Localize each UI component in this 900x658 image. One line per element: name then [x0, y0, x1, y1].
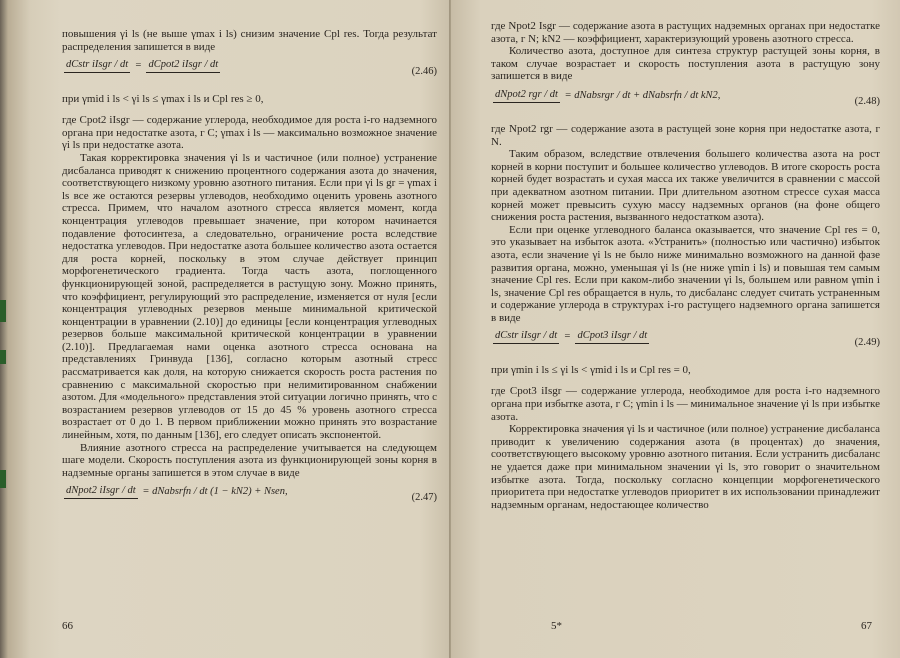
paragraph: Если при оценке углеводного баланса оказывается, что значение Cpl res = 0, это указывает на избыток азота. «Устранить» (полностью или частично) избыток азота, если значение γi ls не было ниже минимально возможного на данной фазе развития органа, можно, уменьшая γi ls (не ниже γmin i ls) и повышая тем самым значение Cpl res. Если при каком-либо значении γi ls, большем или равном γmin i ls, значение Cpl res обращается в нуль, то дисбаланс следует считать устраненным и содержание углерода в структурах i-го растущего надземного органа запишется в виде [491, 223, 880, 324]
equation-lhs: dNpot2 iIsgr / dt [64, 485, 138, 499]
equation-rhs: dNabsrgr / dt + dNabsrfn / dt kN2, [574, 90, 721, 102]
page-number: 67 [861, 620, 872, 632]
left-edge-bookmark [0, 300, 6, 322]
paragraph: Таким образом, вследствие отвлечения большего количества азота на рост корней в корни поступит и большее количество углеводов. В итоге скорость роста корней будет возрастать и сухая масса их также увеличится в сравнении с массой при адекватном азотном питании. При длительном азотном стрессе сухая масса корней может превысить сухую массу надземных органов (на фоне общего снижения роста растения, вызванного недостатком азота). [491, 148, 880, 224]
equation-number: (2.48) [854, 95, 880, 107]
left-page-text [62, 28, 437, 513]
equation-number: (2.47) [411, 492, 437, 504]
equation-number: (2.49) [854, 337, 880, 349]
paragraph: повышения γi ls (не выше γmax i ls) снизим значение Cpl res. Тогда результат распределения запишется в виде [62, 28, 437, 53]
left-edge-bookmark [0, 350, 6, 364]
equation-rhs: dCpot2 iIsgr / dt [146, 59, 220, 73]
paragraph: где Cpot3 iIsgr — содержание углерода, необходимое для роста i-го надземного органа при избытке азота, г C; γmin i ls — минимальное значение γi ls при избытке азота. [491, 385, 880, 423]
fraction [64, 485, 138, 499]
paragraph: Количество азота, доступное для синтеза структур растущей зоны корня, в таком случае возрастает и скорость поступления азота в растущую зону запишется в виде [491, 45, 880, 83]
equation-lhs: dNpot2 rgr / dt [493, 89, 560, 103]
equation-number: (2.46) [411, 66, 437, 78]
equation-2-47: dNpot2 iIsgr / dt = dNabsrfn / dt (1 − kN2) + Nsen, (2.47) [66, 485, 437, 504]
paragraph: Влияние азотного стресса на распределение учитывается на следующем шаге модели. Скорость поступления азота из функционирующей зоны корня в надземные органы запишется в этом случае в виде [62, 441, 437, 479]
equation-rhs: dCpot3 iIsgr / dt [575, 330, 649, 344]
fraction [146, 59, 220, 73]
equation-lhs: dCstr iIsgr / dt [493, 330, 559, 344]
paragraph: где Cpot2 iIsgr — содержание углерода, необходимое для роста i-го надземного органа при недостатке азота, г C; γmax i ls — максимально возможное значение γi ls при недостатке азота. [62, 114, 437, 152]
equation-2-49: dCstr iIsgr / dt = dCpot3 iIsgr / dt (2.49) [495, 330, 880, 349]
signature-mark: 5* [551, 620, 562, 632]
paragraph: где Npot2 Isgr — содержание азота в растущих надземных органах при недостатке азота, г N; kN2 — коэффициент, характеризующий уровень азотного стресса. [491, 20, 880, 45]
fraction [575, 330, 649, 344]
equation-lhs: dCstr iIsgr / dt [64, 59, 130, 73]
right-page-text [491, 20, 880, 511]
equation-2-46: dCstr iIsgr / dt = dCpot2 iIsgr / dt (2.46) [66, 59, 437, 78]
fraction [493, 89, 560, 103]
fraction [64, 59, 130, 73]
fraction [493, 330, 559, 344]
paragraph: Такая корректировка значения γi ls и частичное (или полное) устранение дисбаланса приводят к снижению процентного содержания азота до значения, соответствующего низкому уровню азотного питания. Если при γi ls gr = γmax i ls все же остаются резервы углеводов, необходимо оценить уровень азотного стресса. Примем, что началом азотного стресса является момент, когда концентрация углеводов превышает значение, при котором начинается подавление фотосинтеза, а следовательно, ограничение роста вследствие недостатка углеводов. При недостатке азота большее количество азота остается для роста корней, поскольку в этом случае действует принцип морфогенетического градиента. Тогда часть азота, поглощенного функционирующей зоной, распределяется в растущую зону. Можно принять, что коэффициент, регулирующий это распределение, изменяется от нуля [если концентрация углеводных резервов меньше минимальной критической концентрации в уравнении (2.10)] до единицы [если концентрация углеводных резервов больше максимальной критической концентрации в уравнении (2.10)]. Предлагаемая нами оценка азотного стресса основана на представлениях Гринвуда [136], согласно которым азотный стресс рассматривается как доля, на которую снижается скорость роста растения по сравнению с максимальной скоростью при нелимитированном снабжении азотом. Для «модельного» представления этой ситуации логично принять, что с возрастанием резервов углеводов от 15 до 45 % уровень азотного стресса возрастает от 0 до 1. В первом приближении можно принять это возрастание линейным, хотя, по данным [136], его следует описать экспонентой. [62, 151, 437, 442]
paragraph: Корректировка значения γi ls и частичное (или полное) устранение дисбаланса приводит к увеличению содержания азота (в процентах) до значения, соответствующего высокому уровню азотного питания. Если устранить дисбаланс не удается даже при минимальном значении γi ls, это говорит о значительном избытке азота. Тогда, поскольку согласно концепции морфогенетического приоритета при недостатке углеводов приоритет в их использовании принадлежит надземным органам, недостающее количество [491, 423, 880, 511]
page-number: 66 [62, 620, 73, 632]
equation-rhs: dNabsrfn / dt (1 − kN2) + Nsen, [152, 486, 288, 498]
equation-2-48: dNpot2 rgr / dt = dNabsrgr / dt + dNabsrfn / dt kN2, (2.48) [495, 88, 880, 107]
equation-condition: при γmid i ls < γi ls ≤ γmax i ls и Cpl res ≥ 0, [62, 93, 264, 106]
paragraph: где Npot2 rgr — содержание азота в растущей зоне корня при недостатке азота, г N. [491, 122, 880, 148]
right-page [451, 0, 900, 658]
equation-condition: при γmin i ls ≤ γi ls < γmid i ls и Cpl res = 0, [491, 364, 691, 377]
left-edge-bookmark [0, 470, 6, 488]
